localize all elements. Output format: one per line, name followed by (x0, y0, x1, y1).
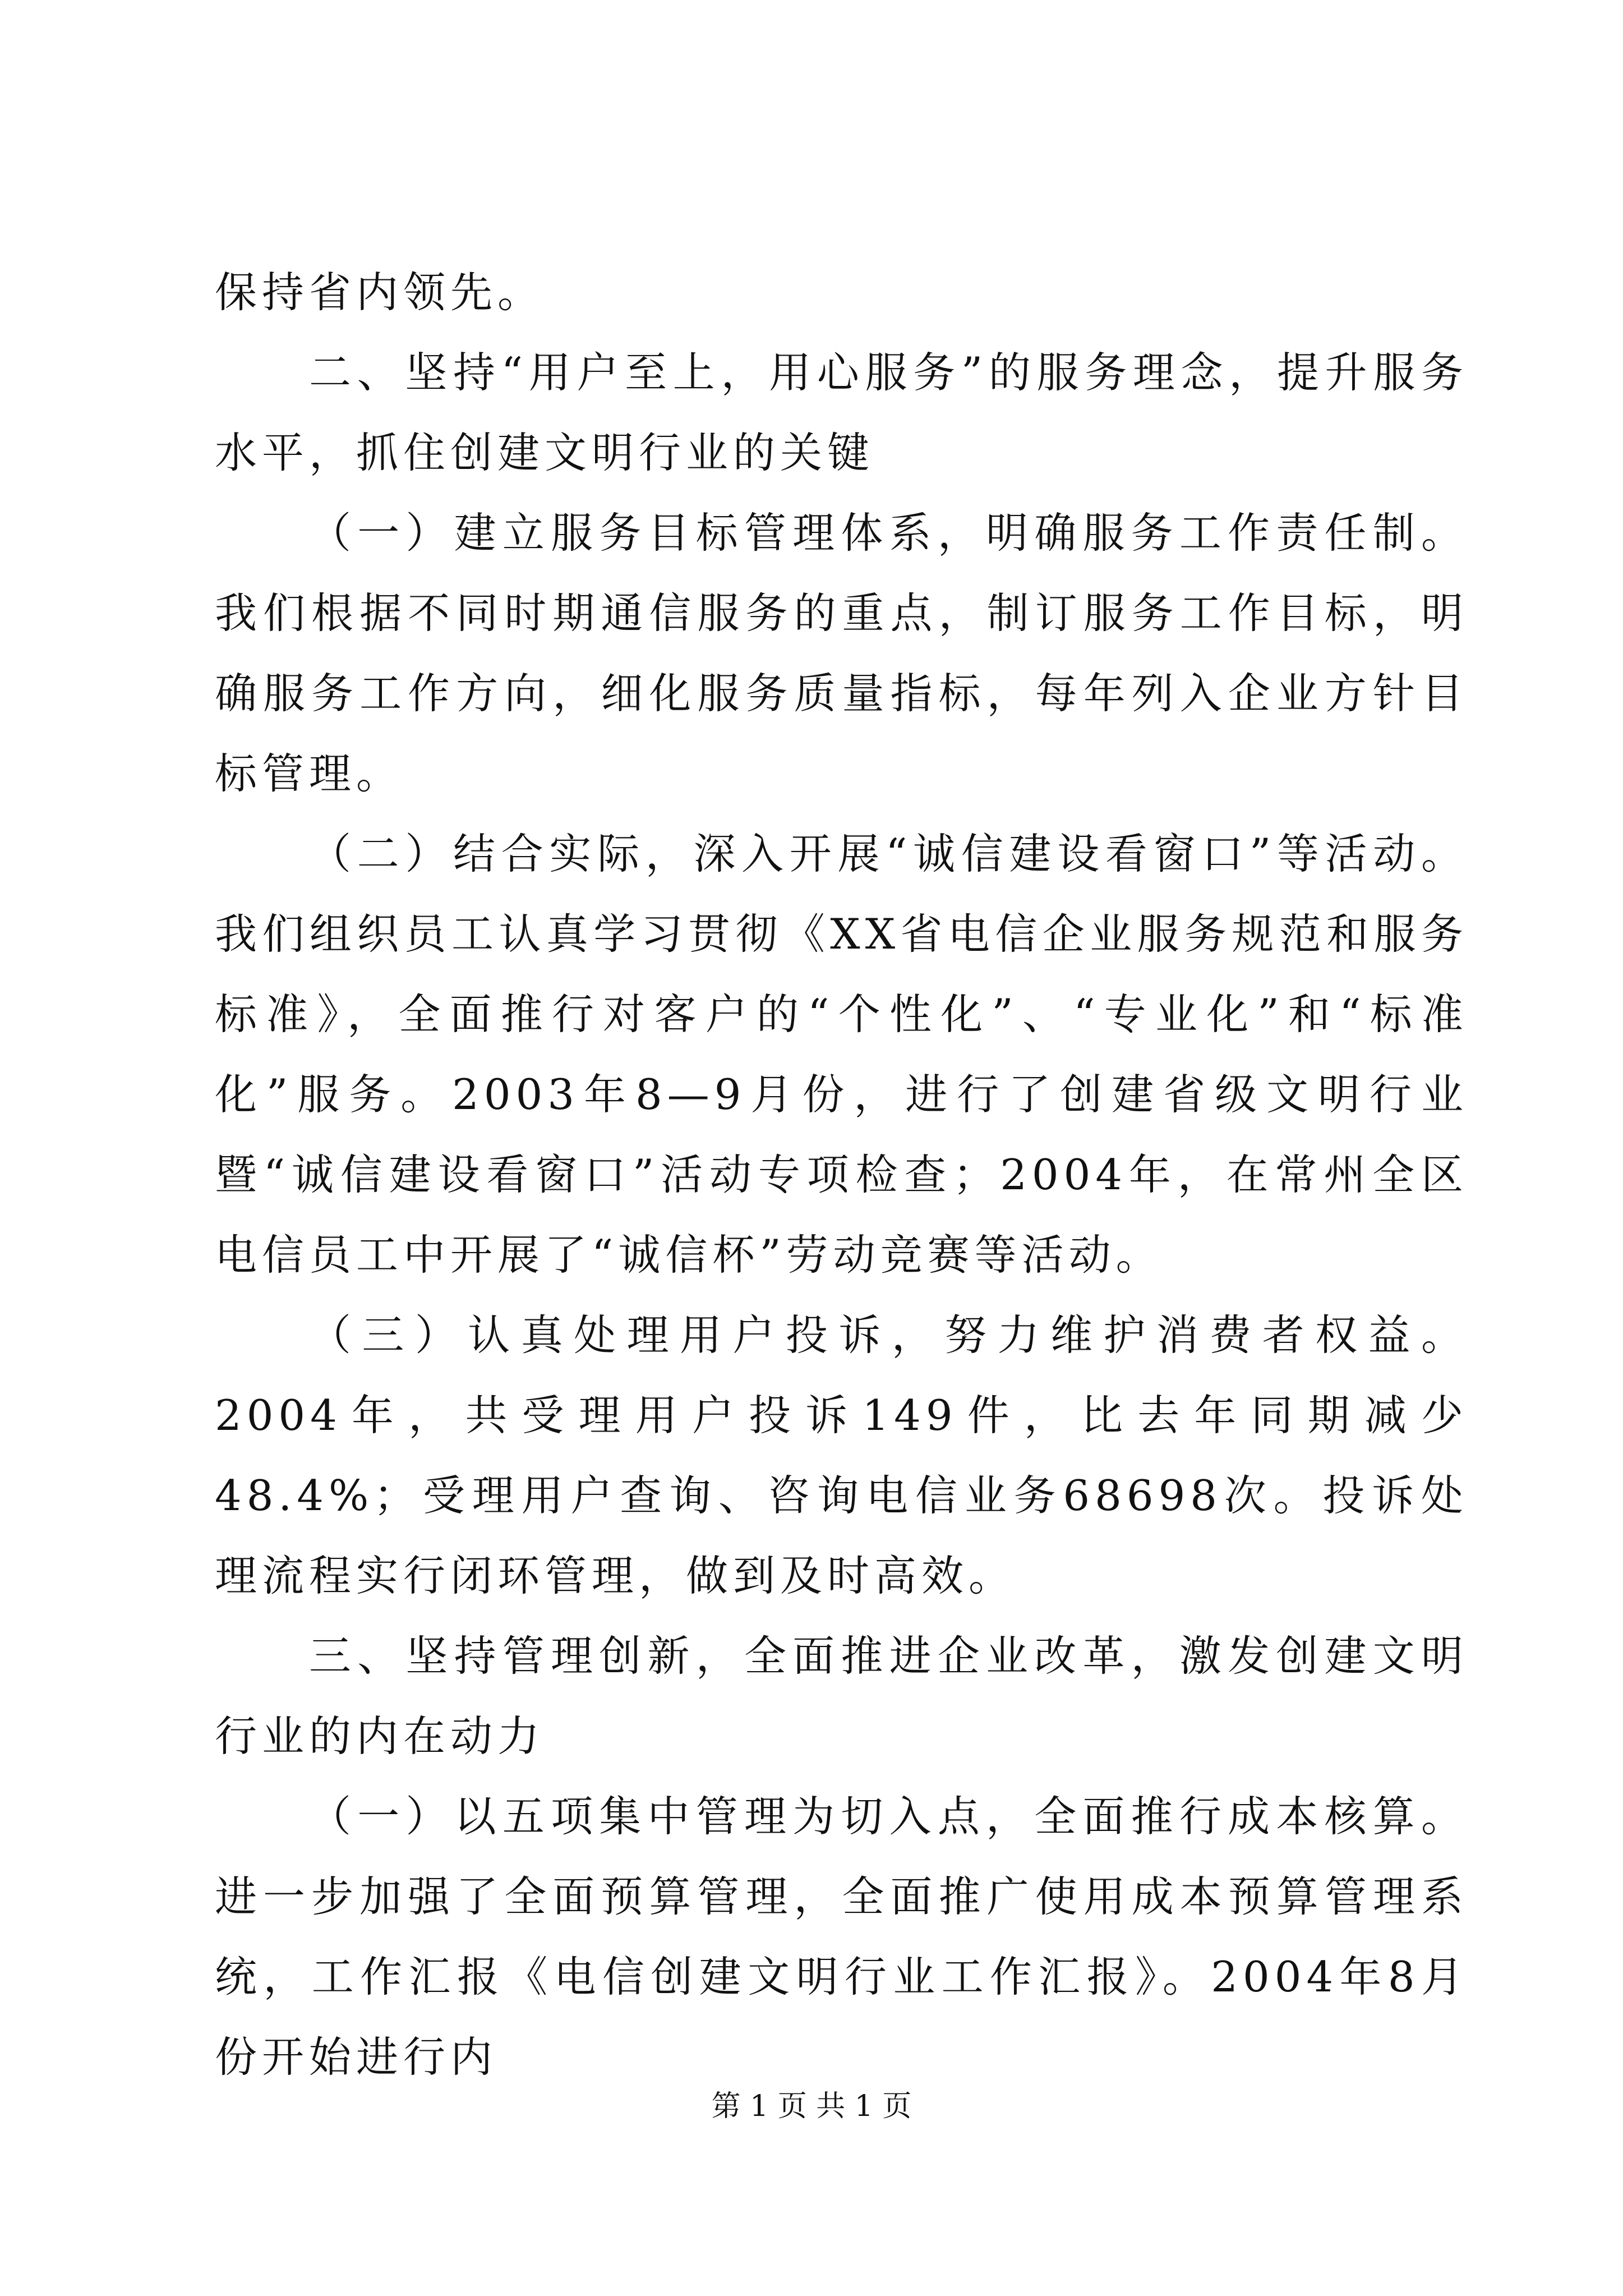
page-footer (0, 2087, 1623, 2126)
document-body (215, 252, 1468, 2097)
heading-section-two: 二、坚持“用户至上，用心服务”的服务理念，提升服务水平，抓住创建文明行业的关键 (215, 348, 1468, 477)
paragraph-service-target: （一）建立服务目标管理体系，明确服务工作责任制。我们根据不同时期通信服务的重点，制订服务工作目标，明确服务工作方向，细化服务质量指标，每年列入企业方针目标管理。 (215, 508, 1468, 798)
paragraph-continuation: 保持省内领先。 (215, 268, 545, 317)
paragraph-integrity-activity: （二）结合实际，深入开展“诚信建设看窗口”等活动。我们组织员工认真学习贯彻《XX省电信企业服务规范和服务标准》，全面推行对客户的“个性化”、“专业化”和“标准化”服务。2003年8—9月份，进行了创建省级文明行业暨“诚信建设看窗口”活动专项检查；2004年，在常州全区电信员工中开展了“诚信杯”劳动竞赛等活动。 (215, 829, 1468, 1280)
paragraph-complaints: （三）认真处理用户投诉，努力维护消费者权益。2004年，共受理用户投诉149件，比去年同期减少48.4%；受理用户查询、咨询电信业务68698次。投诉处理流程实行闭环管理，做到及时高效。 (215, 1310, 1468, 1600)
page-number-label: 第 1 页 共 1 页 (711, 2090, 912, 2123)
heading-section-three: 三、坚持管理创新，全面推进企业改革，激发创建文明行业的内在动力 (215, 1631, 1468, 1761)
paragraph-cost-management: （一）以五项集中管理为切入点，全面推行成本核算。进一步加强了全面预算管理，全面推广使用成本预算管理系统，工作汇报《电信创建文明行业工作汇报》。2004年8月份开始进行内 (215, 1792, 1468, 2082)
